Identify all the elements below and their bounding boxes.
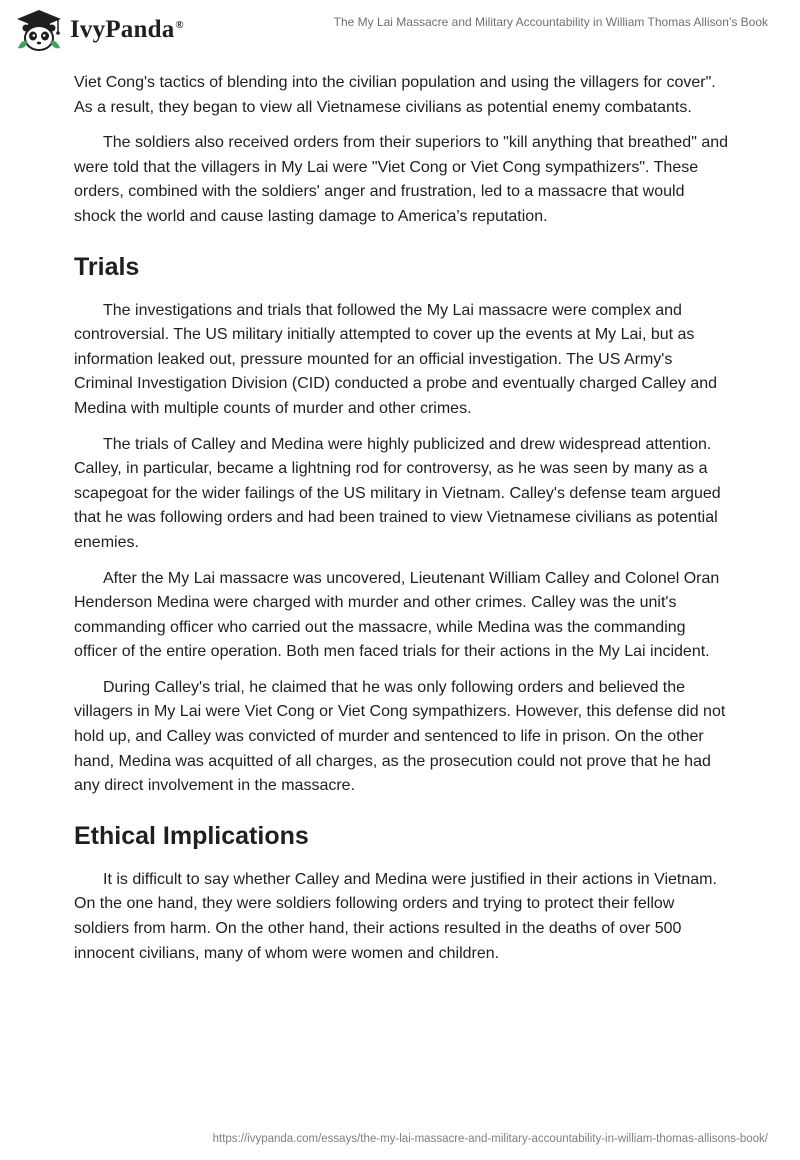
trials-paragraph: During Calley's trial, he claimed that he was only following orders and believed the villagers in My Lai were Viet Cong or Viet Cong sympathizers. However, this defense did not hold up, and Calley was convicted of murder and sentenced to life in prison. On the other hand, Medina was acquitted of all charges, as the prosecution could not prove that he had any direct involvement in the massacre. xyxy=(74,678,726,795)
document-title: The My Lai Massacre and Military Accountability in William Thomas Allison’s Book xyxy=(333,15,768,29)
source-url[interactable]: https://ivypanda.com/essays/the-my-lai-massacre-and-military-accountability-in-william-thomas-allisons-book/ xyxy=(212,1133,768,1145)
page-header xyxy=(0,0,800,62)
trials-paragraph: After the My Lai massacre was uncovered, Lieutenant William Calley and Colonel Oran Henderson Medina were charged with murder and other crimes. Calley was the unit's commanding officer who carried out the massacre, while Medina was the commanding officer of the entire operation. Both men faced trials for their actions in the My Lai incident. xyxy=(74,569,720,661)
article-body xyxy=(74,71,730,977)
orders-paragraph: The soldiers also received orders from their superiors to "kill anything that breathed" and were told that the villagers in My Lai were "Viet Cong or Viet Cong sympathizers". These orders, combined with the soldiers' anger and frustration, led to a massacre that would shock the world and cause lasting damage to America's reputation. xyxy=(74,134,729,225)
trials-heading: Trials xyxy=(74,252,140,281)
ivypanda-logo[interactable] xyxy=(14,8,184,52)
trials-paragraph: The trials of Calley and Medina were highly publicized and drew widespread attention. Calley, in particular, became a lightning rod for controversy, as he was seen by many as a scapegoat for the wider failings of the US military in Vietnam. Calley's defense team argued that he was following orders and had been trained to view Vietnamese civilians as potential enemies. xyxy=(74,435,721,551)
ethical-implications-heading: Ethical Implications xyxy=(74,821,309,850)
ethics-paragraph: It is difficult to say whether Calley and Medina were justified in their actions in Vietnam. On the one hand, they were soldiers following orders and trying to protect their fellow soldiers from harm. On the other hand, their actions resulted in the deaths of over 500 innocent civilians, many of whom were women and children. xyxy=(74,870,717,962)
brand-name: IvyPanda® xyxy=(70,16,184,43)
intro-paragraph: Viet Cong's tactics of blending into the civilian population and using the villagers for cover". As a result, they began to view all Vietnamese civilians as potential enemy combatants. xyxy=(74,74,716,116)
registered-mark: ® xyxy=(175,18,184,31)
trials-paragraph: The investigations and trials that followed the My Lai massacre were complex and controversial. The US military initially attempted to cover up the events at My Lai, but as information leaked out, pressure mounted for an official investigation. The US Army's Criminal Investigation Division (CID) conducted a probe and eventually charged Calley and Medina with multiple counts of murder and other crimes. xyxy=(74,301,718,417)
panda-graduate-icon xyxy=(14,8,64,52)
